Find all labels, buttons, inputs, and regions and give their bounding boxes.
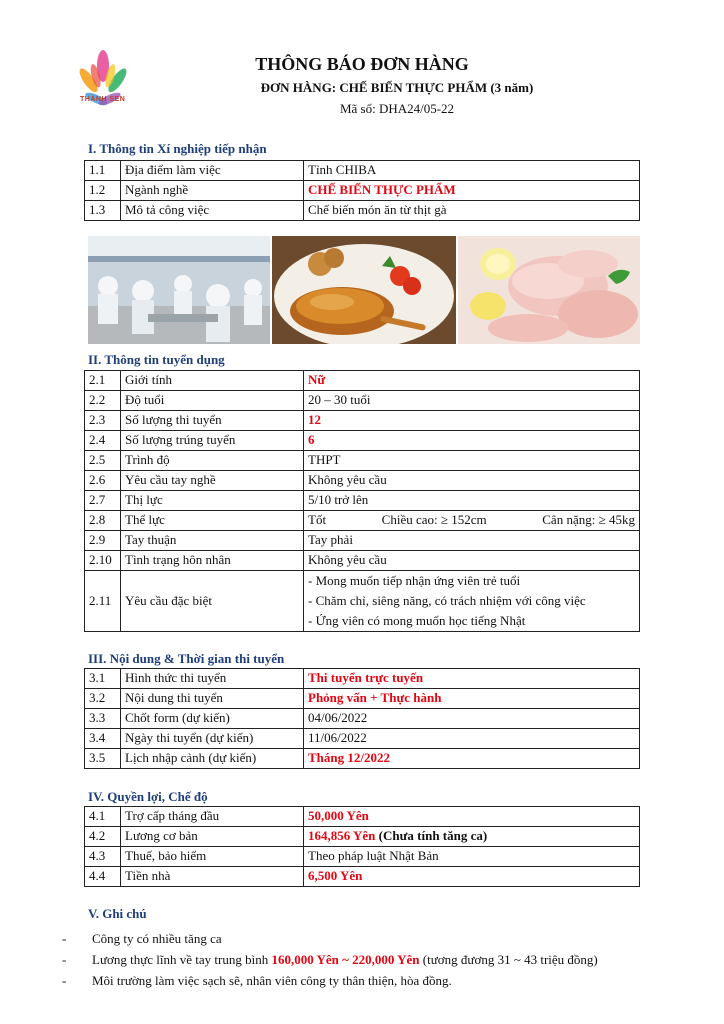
salary-range: 160,000 Yên ~ 220,000 Yên: [271, 952, 420, 967]
row-number: 2.1: [85, 371, 121, 391]
row-label: Lịch nhập cảnh (dự kiến): [121, 749, 304, 769]
row-number: 4.4: [85, 867, 121, 887]
row-value: Thi tuyển trực tuyến: [304, 669, 640, 689]
physique-value: Tốt: [308, 512, 327, 528]
table-row: [85, 431, 640, 451]
note-dash: -: [62, 952, 67, 967]
note-dash: -: [62, 931, 67, 946]
row-label: Lương cơ bản: [121, 827, 304, 847]
row-number: 2.3: [85, 411, 121, 431]
row-value: 12: [304, 411, 640, 431]
table-row: [85, 867, 640, 887]
section-4-title: IV. Quyền lợi, Chế độ: [88, 789, 208, 804]
food-photos: [88, 236, 640, 344]
row-value: 5/10 trở lên: [304, 491, 640, 511]
table-row: [85, 827, 640, 847]
note-text: Môi trường làm việc sạch sẽ, nhân viên công ty thân thiện, hòa đồng.: [92, 973, 452, 988]
row-value: 20 – 30 tuổi: [304, 391, 640, 411]
table-row: [85, 491, 640, 511]
height-requirement: Chiều cao: ≥ 152cm: [381, 512, 487, 528]
table-row: [85, 729, 640, 749]
note-text: Lương thực lĩnh về tay trung bình: [92, 952, 272, 967]
row-number: 4.2: [85, 827, 121, 847]
row-number: 3.5: [85, 749, 121, 769]
row-number: 2.9: [85, 531, 121, 551]
row-value: [304, 571, 640, 632]
row-value: CHẾ BIẾN THỰC PHẨM: [304, 181, 640, 201]
row-label: Địa điểm làm việc: [121, 161, 304, 181]
note-item: [62, 970, 598, 991]
section-4-table: [84, 806, 640, 887]
row-value: 6,500 Yên: [304, 867, 640, 887]
section-2-title: II. Thông tin tuyển dụng: [88, 352, 225, 367]
row-label: Trợ cấp tháng đầu: [121, 807, 304, 827]
row-label: Tay thuận: [121, 531, 304, 551]
row-label: Độ tuổi: [121, 391, 304, 411]
table-row: [85, 551, 640, 571]
row-number: 2.2: [85, 391, 121, 411]
row-number: 3.1: [85, 669, 121, 689]
section-2-table: [84, 370, 640, 632]
row-number: 2.10: [85, 551, 121, 571]
table-row: [85, 847, 640, 867]
table-row: [85, 391, 640, 411]
special-requirement-line: - Ứng viên có mong muốn học tiếng Nhật: [308, 613, 526, 628]
table-row: [85, 181, 640, 201]
table-row: [85, 371, 640, 391]
row-number: 4.1: [85, 807, 121, 827]
row-value: Không yêu cầu: [304, 551, 640, 571]
row-label: Thị lực: [121, 491, 304, 511]
factory-photo: [88, 236, 270, 344]
note-text: (tương đương 31 ~ 43 triệu đồng): [419, 952, 598, 967]
row-label: Số lượng thi tuyển: [121, 411, 304, 431]
row-value: Nữ: [304, 371, 640, 391]
table-row: [85, 531, 640, 551]
table-row: [85, 201, 640, 221]
page-title: THÔNG BÁO ĐƠN HÀNG: [255, 54, 469, 74]
section-3-title: III. Nội dung & Thời gian thi tuyển: [88, 651, 285, 666]
table-row: [85, 451, 640, 471]
row-label: Tiền nhà: [121, 867, 304, 887]
row-label: Số lượng trúng tuyển: [121, 431, 304, 451]
row-value: 04/06/2022: [304, 709, 640, 729]
basic-salary-amount: 164,856 Yên: [308, 828, 376, 844]
note-dash: -: [62, 973, 67, 988]
row-label: Thể lực: [121, 511, 304, 531]
raw-chicken-photo: [458, 236, 640, 344]
section-1-title: I. Thông tin Xí nghiệp tiếp nhận: [88, 141, 267, 156]
row-label: Ngày thi tuyển (dự kiến): [121, 729, 304, 749]
roast-chicken-photo: [272, 236, 456, 344]
table-row: [85, 571, 640, 632]
row-value: Tay phải: [304, 531, 640, 551]
row-number: 2.5: [85, 451, 121, 471]
table-row: [85, 709, 640, 729]
row-value: 50,000 Yên: [304, 807, 640, 827]
row-label: Yêu cầu đặc biệt: [121, 571, 304, 632]
row-value: Theo pháp luật Nhật Bản: [304, 847, 640, 867]
row-value: Tháng 12/2022: [304, 749, 640, 769]
note-text: Công ty có nhiều tăng ca: [92, 931, 222, 946]
row-value: THPT: [304, 451, 640, 471]
table-row: [85, 749, 640, 769]
row-label: Tình trạng hôn nhân: [121, 551, 304, 571]
row-label: Hình thức thi tuyển: [121, 669, 304, 689]
section-3-table: [84, 668, 640, 769]
row-label: Giới tính: [121, 371, 304, 391]
row-value: [304, 511, 640, 531]
notes-list: [62, 928, 598, 991]
special-requirement-line: - Chăm chỉ, siêng năng, có trách nhiệm với công việc: [308, 593, 586, 608]
note-item: [62, 949, 598, 970]
row-value: [304, 827, 640, 847]
row-label: Mô tả công việc: [121, 201, 304, 221]
section-1-table: [84, 160, 640, 221]
row-number: 3.3: [85, 709, 121, 729]
row-number: 4.3: [85, 847, 121, 867]
section-5-title: V. Ghi chú: [88, 906, 147, 921]
row-number: 1.2: [85, 181, 121, 201]
page-subtitle: ĐƠN HÀNG: CHẾ BIẾN THỰC PHẨM (3 năm): [260, 80, 534, 95]
table-row: [85, 669, 640, 689]
row-number: 2.6: [85, 471, 121, 491]
row-number: 2.8: [85, 511, 121, 531]
row-label: Thuế, bảo hiểm: [121, 847, 304, 867]
special-requirement-line: - Mong muốn tiếp nhận ứng viên trẻ tuổi: [308, 573, 521, 588]
table-row: [85, 689, 640, 709]
row-number: 1.3: [85, 201, 121, 221]
weight-requirement: Cân nặng: ≥ 45kg: [542, 512, 635, 528]
table-row: [85, 411, 640, 431]
row-label: Chốt form (dự kiến): [121, 709, 304, 729]
row-value: Chế biến món ăn từ thịt gà: [304, 201, 640, 221]
row-number: 2.7: [85, 491, 121, 511]
note-item: [62, 928, 598, 949]
order-code: Mã số: DHA24/05-22: [339, 101, 455, 116]
row-number: 3.2: [85, 689, 121, 709]
table-row: [85, 161, 640, 181]
table-row: [85, 807, 640, 827]
row-number: 3.4: [85, 729, 121, 749]
basic-salary-note: (Chưa tính tăng ca): [378, 828, 488, 844]
row-value: Không yêu cầu: [304, 471, 640, 491]
row-value: Tỉnh CHIBA: [304, 161, 640, 181]
row-value: 6: [304, 431, 640, 451]
table-row: [85, 471, 640, 491]
row-number: 1.1: [85, 161, 121, 181]
logo-text: THÀNH SEN: [80, 96, 126, 103]
row-number: 2.11: [85, 571, 121, 632]
table-row: [85, 511, 640, 531]
row-number: 2.4: [85, 431, 121, 451]
row-label: Yêu cầu tay nghề: [121, 471, 304, 491]
row-label: Nội dung thi tuyển: [121, 689, 304, 709]
row-label: Ngành nghề: [121, 181, 304, 201]
row-value: Phỏng vấn + Thực hành: [304, 689, 640, 709]
row-value: 11/06/2022: [304, 729, 640, 749]
row-label: Trình độ: [121, 451, 304, 471]
